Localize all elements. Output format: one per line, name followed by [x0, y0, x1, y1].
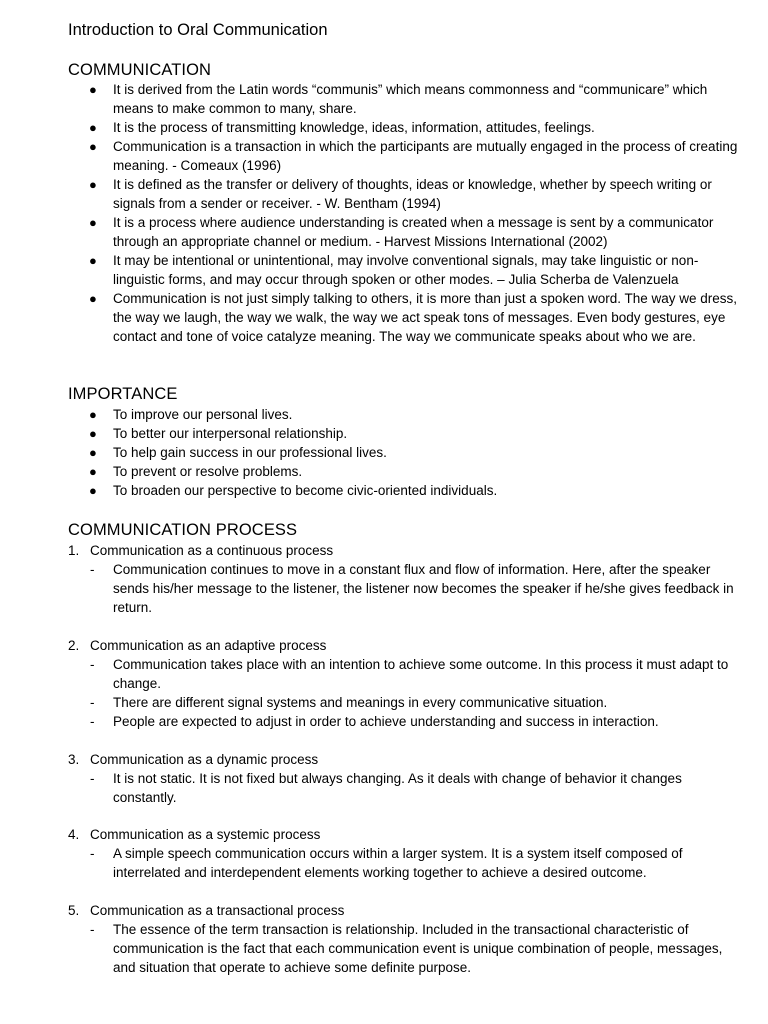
process-item-3 [68, 750, 738, 807]
importance-item: ● To better our interpersonal relationship. [89, 426, 348, 441]
bullet-icon: ● [89, 407, 97, 422]
process-number: 1. [68, 543, 80, 558]
process-point: - A simple speech communication occurs within a larger system. It is a system itself composed of interrelated and interdependent elements working together to achieve a desired outcome. [90, 846, 683, 880]
importance-item: ● To broaden our perspective to become civic-oriented individuals. [89, 483, 498, 498]
bullet-icon: ● [89, 464, 97, 479]
bullet-icon: ● [89, 445, 97, 460]
importance-item: ● To help gain success in our professional lives. [89, 445, 387, 460]
process-point: - Communication takes place with an intention to achieve some outcome. In this process it must adapt to change. [90, 657, 729, 691]
process-title: Communication as an adaptive process [90, 638, 327, 653]
process-title: Communication as a dynamic process [90, 752, 319, 767]
importance-item: ● To prevent or resolve problems. [89, 464, 303, 479]
bullet-icon: ● [89, 253, 97, 268]
communication-item: ● Communication is not just simply talking to others, it is more than just a spoken word. The way we dress, the way we laugh, the way we walk, the way we act speak tons of messages. Even body gestures, eye contact and tone of voice catalyze meaning. The way we communicate speaks about who we are. [89, 291, 738, 344]
bullet-icon: ● [89, 215, 97, 230]
process-heading: COMMUNICATION PROCESS [68, 521, 298, 539]
importance-heading: IMPORTANCE [68, 385, 178, 403]
process-item-4 [68, 825, 738, 882]
process-number: 4. [68, 827, 80, 842]
process-item-1 [68, 541, 738, 617]
communication-item: ● It is a process where audience understanding is created when a message is sent by a communicator through an appropriate channel or medium. - Harvest Missions International (2002) [89, 215, 714, 249]
process-item-5 [68, 901, 738, 977]
process-number: 5. [68, 903, 80, 918]
process-title: Communication as a systemic process [90, 827, 321, 842]
doc-title: Introduction to Oral Communication [68, 21, 328, 39]
communication-item: ● It is defined as the transfer or delivery of thoughts, ideas or knowledge, whether by speech writing or signals from a sender or receiver. - W. Bentham (1994) [89, 177, 712, 211]
communication-item: ● Communication is a transaction in which the participants are mutually engaged in the process of creating meaning. - Comeaux (1996) [89, 139, 738, 173]
bullet-icon: ● [89, 483, 97, 498]
communication-item: ● It is the process of transmitting knowledge, ideas, information, attitudes, feelings. [89, 120, 595, 135]
importance-item: ● To improve our personal lives. [89, 407, 293, 422]
bullet-icon: ● [89, 139, 97, 154]
importance-list [68, 405, 738, 500]
process-number: 3. [68, 752, 80, 767]
bullet-icon: ● [89, 120, 97, 135]
communication-heading: COMMUNICATION [68, 61, 212, 79]
process-point: - The essence of the term transaction is relationship. Included in the transactional characteristic of communication is the fact that each communication event is unique combination of people, messages, and situation that operate to achieve some definite purpose. [90, 922, 723, 975]
process-title: Communication as a transactional process [90, 903, 345, 918]
process-item-2 [68, 636, 738, 731]
communication-item: ● It is derived from the Latin words “communis” which means commonness and “communicare” which means to make common to many, share. [89, 82, 708, 116]
bullet-icon: ● [89, 291, 97, 306]
process-title: Communication as a continuous process [90, 543, 334, 558]
communication-item: ● It may be intentional or unintentional, may involve conventional signals, may take linguistic or non-linguistic forms, and may occur through spoken or other modes. – Julia Scherba de Valenzuela [89, 253, 699, 287]
process-point: - Communication continues to move in a constant flux and flow of information. Here, after the speaker sends his/her message to the listener, the listener now becomes the speaker if he/she gives feedback in return. [90, 562, 734, 615]
process-point: - People are expected to adjust in order to achieve understanding and success in interaction. [90, 714, 659, 729]
bullet-icon: ● [89, 426, 97, 441]
communication-list [68, 80, 738, 346]
process-point: - It is not static. It is not fixed but always changing. As it deals with change of behavior it changes constantly. [90, 771, 682, 805]
process-point: - There are different signal systems and meanings in every communicative situation. [90, 695, 608, 710]
bullet-icon: ● [89, 177, 97, 192]
process-number: 2. [68, 638, 80, 653]
bullet-icon: ● [89, 82, 97, 97]
